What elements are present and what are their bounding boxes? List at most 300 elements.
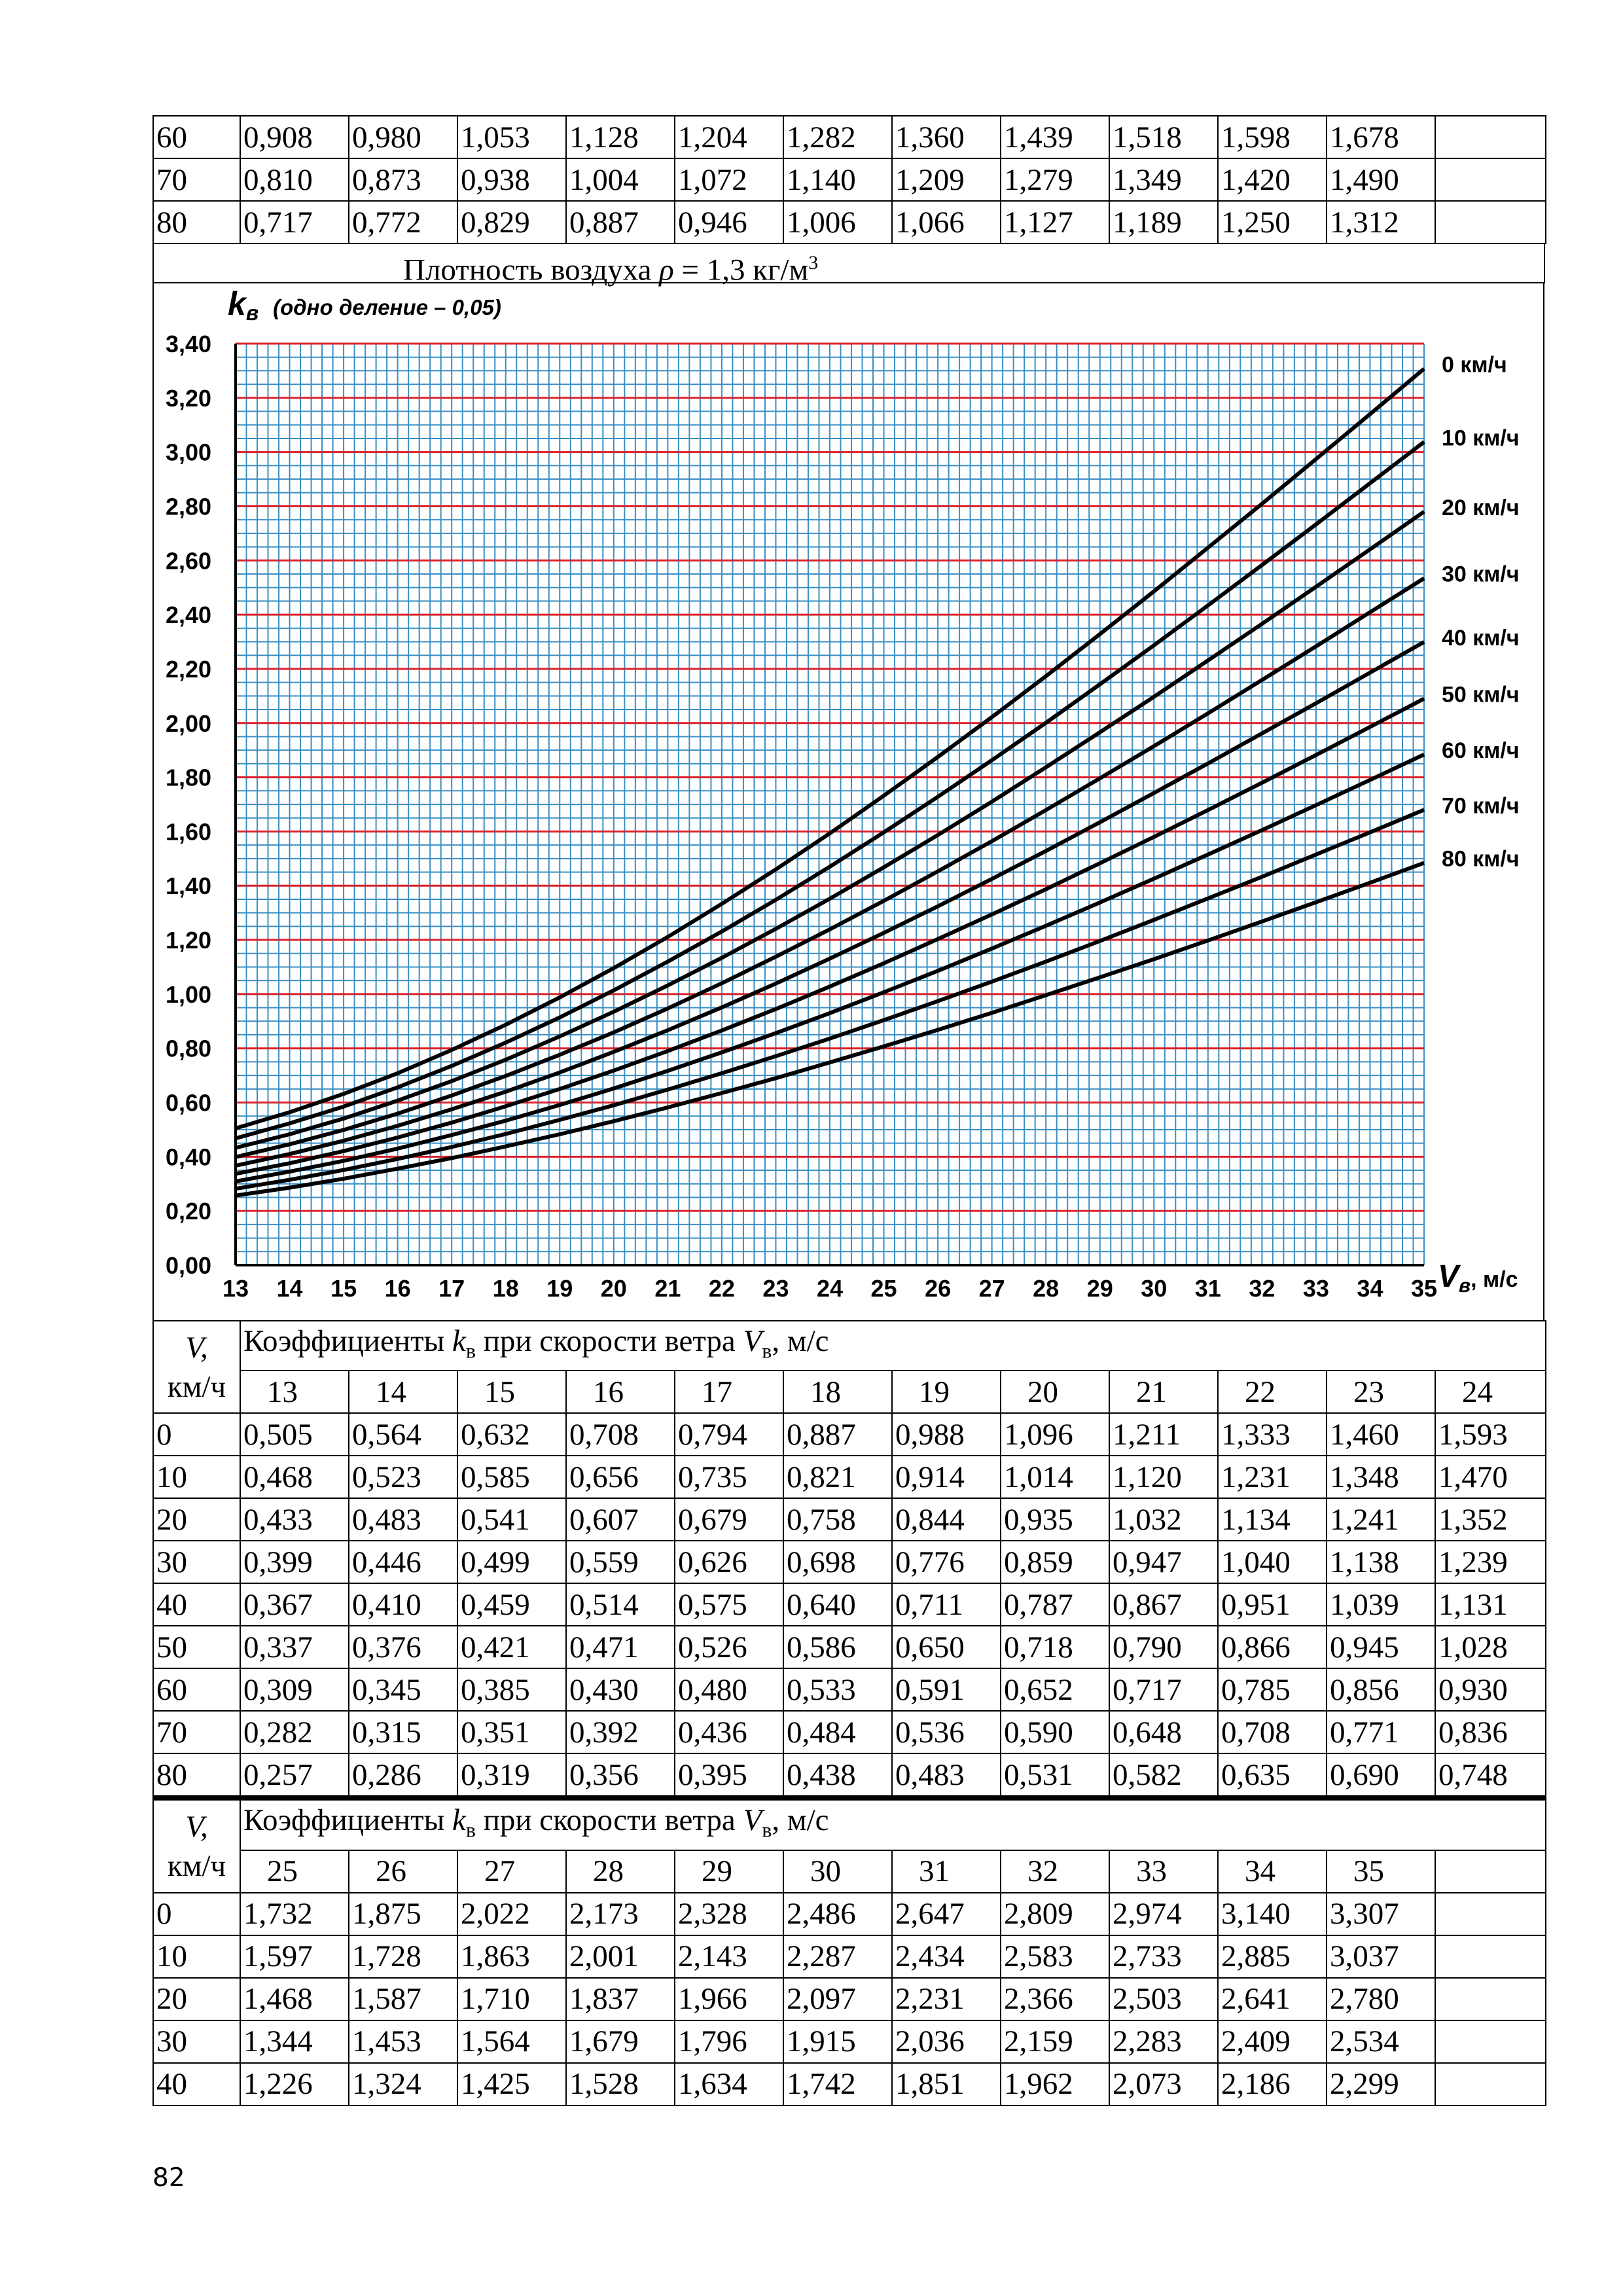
title-k: k [452, 1324, 466, 1358]
coefficients-table-1 [152, 1320, 1546, 1797]
coefficient-cell: 0,582 [1109, 1753, 1218, 1796]
coefficient-cell: 1,211 [1109, 1413, 1218, 1456]
coefficient-cell: 1,564 [457, 2020, 566, 2063]
coefficient-cell: 0,656 [566, 1456, 675, 1498]
coefficient-cell: 3,037 [1327, 1935, 1435, 1978]
x-axis-label-subscript: в [1459, 1275, 1471, 1297]
coefficient-cell: 2,001 [566, 1935, 675, 1978]
y-tick-label: 2,00 [166, 709, 212, 737]
coefficient-cell: 0,914 [892, 1456, 1001, 1498]
coefficient-cell: 1,226 [240, 2063, 349, 2106]
coefficient-cell: 2,036 [892, 2020, 1001, 2063]
coefficient-cell: 0,717 [1109, 1668, 1218, 1711]
coefficient-cell: 0,575 [675, 1583, 783, 1626]
coefficient-cell: 0,607 [566, 1498, 675, 1541]
page-number: 82 [152, 2163, 185, 2193]
coefficients-table-2 [152, 1797, 1546, 2106]
y-tick-label: 0,20 [166, 1198, 212, 1225]
coefficient-cell: 1,028 [1435, 1626, 1546, 1668]
coefficient-cell: 0,790 [1109, 1626, 1218, 1668]
wind-speed-header-cell: 13 [240, 1371, 349, 1413]
table-row [153, 116, 1546, 158]
coefficient-cell: 1,039 [1327, 1583, 1435, 1626]
coefficient-cell: 0,980 [349, 116, 457, 158]
coefficient-cell: 0,698 [783, 1541, 892, 1583]
wind-speed-header-cell: 32 [1001, 1850, 1109, 1893]
coefficient-cell: 1,282 [783, 116, 892, 158]
coefficient-cell: 1,239 [1435, 1541, 1546, 1583]
coefficient-cell: 1,312 [1327, 201, 1435, 243]
wind-speed-header-row [153, 1371, 1546, 1413]
y-tick-label: 3,00 [166, 439, 212, 466]
coefficient-cell: 0,635 [1218, 1753, 1327, 1796]
coefficient-cell: 0,410 [349, 1583, 457, 1626]
coefficient-cell: 0,711 [892, 1583, 1001, 1626]
coefficient-cell: 0,640 [783, 1583, 892, 1626]
coefficient-cell: 2,143 [675, 1935, 783, 1978]
coefficient-cell: 0,505 [240, 1413, 349, 1456]
coefficient-cell: 0,887 [566, 201, 675, 243]
wind-speed-header-cell: 27 [457, 1850, 566, 1893]
coefficient-cell: 2,073 [1109, 2063, 1218, 2106]
coefficient-cell: 1,189 [1109, 201, 1218, 243]
coefficient-cell: 0,988 [892, 1413, 1001, 1456]
coefficient-cell: 0,717 [240, 201, 349, 243]
coefficient-cell: 0,480 [675, 1668, 783, 1711]
x-tick-label: 28 [1033, 1275, 1060, 1302]
coefficient-cell: 0,286 [349, 1753, 457, 1796]
coefficient-cell: 2,287 [783, 1935, 892, 1978]
coefficient-cell: 2,299 [1327, 2063, 1435, 2106]
y-tick-label: 0,80 [166, 1035, 212, 1062]
table-row [153, 1935, 1546, 1978]
wind-speed-header-cell: 24 [1435, 1371, 1546, 1413]
coefficient-cell: 0,282 [240, 1711, 349, 1753]
y-tick-label: 1,00 [166, 980, 212, 1008]
title-mid: при скорости ветра [475, 1324, 743, 1358]
v-unit: км/ч [167, 1369, 226, 1404]
coefficient-cell: 0,399 [240, 1541, 349, 1583]
series-label: 30 км/ч [1442, 562, 1520, 587]
coefficient-cell [1435, 1935, 1546, 1978]
coefficients-title [240, 1799, 1546, 1850]
coefficient-cell: 0,735 [675, 1456, 783, 1498]
coefficient-cell: 0,514 [566, 1583, 675, 1626]
coefficient-cell: 0,395 [675, 1753, 783, 1796]
x-tick-label: 30 [1141, 1275, 1168, 1302]
coefficient-cell: 0,945 [1327, 1626, 1435, 1668]
coefficient-cell: 0,309 [240, 1668, 349, 1711]
speed-cell: 0 [153, 1893, 240, 1935]
title-unit: , м/с [772, 1324, 829, 1358]
coefficient-cell: 2,486 [783, 1893, 892, 1935]
coefficient-cell: 0,385 [457, 1668, 566, 1711]
table-row [153, 201, 1546, 243]
series-label: 0 км/ч [1442, 352, 1507, 378]
wind-speed-header-cell: 14 [349, 1371, 457, 1413]
coefficient-cell: 2,022 [457, 1893, 566, 1935]
wind-speed-header-cell: 19 [892, 1371, 1001, 1413]
table-row [153, 1978, 1546, 2020]
coefficient-cell: 0,315 [349, 1711, 457, 1753]
title-prefix: Коэффициенты [243, 1803, 452, 1838]
y-tick-label: 0,00 [166, 1252, 212, 1279]
coefficient-cell [1435, 2063, 1546, 2106]
coefficient-cell: 1,066 [892, 201, 1001, 243]
coefficient-cell: 1,140 [783, 158, 892, 201]
coefficient-cell: 0,866 [1218, 1626, 1327, 1668]
table-row [153, 1456, 1546, 1498]
wind-speed-header-cell: 31 [892, 1850, 1001, 1893]
coefficient-cell: 1,742 [783, 2063, 892, 2106]
coefficient-cell: 1,453 [349, 2020, 457, 2063]
table-row [153, 2020, 1546, 2063]
table-row [153, 1413, 1546, 1456]
coefficient-cell [1435, 2020, 1546, 2063]
y-tick-label: 2,40 [166, 601, 212, 629]
coefficient-cell: 0,483 [892, 1753, 1001, 1796]
coefficient-cell: 0,531 [1001, 1753, 1109, 1796]
coefficient-cell [1435, 1978, 1546, 2020]
coefficient-cell: 0,887 [783, 1413, 892, 1456]
series-label: 20 км/ч [1442, 495, 1520, 520]
coefficient-cell: 2,641 [1218, 1978, 1327, 2020]
v-symbol: V, [185, 1810, 208, 1844]
coefficient-cell: 0,421 [457, 1626, 566, 1668]
speed-cell: 80 [153, 201, 240, 243]
coefficient-cell: 0,351 [457, 1711, 566, 1753]
coefficient-cell: 0,946 [675, 201, 783, 243]
coefficient-cell: 1,032 [1109, 1498, 1218, 1541]
title-k: k [452, 1803, 466, 1838]
title-v: V [743, 1803, 762, 1838]
coefficient-cell: 0,376 [349, 1626, 457, 1668]
coefficient-cell [1435, 116, 1546, 158]
coefficient-cell: 0,947 [1109, 1541, 1218, 1583]
coefficient-cell: 1,528 [566, 2063, 675, 2106]
coefficient-cell: 1,072 [675, 158, 783, 201]
coefficient-cell: 0,648 [1109, 1711, 1218, 1753]
speed-cell: 60 [153, 1668, 240, 1711]
speed-cell: 40 [153, 2063, 240, 2106]
x-tick-label: 17 [438, 1275, 465, 1302]
coefficient-cell: 0,908 [240, 116, 349, 158]
x-tick-label: 24 [816, 1275, 844, 1302]
coefficient-cell: 1,127 [1001, 201, 1109, 243]
table-row [153, 1541, 1546, 1583]
coefficient-cell: 0,523 [349, 1456, 457, 1498]
series-label: 60 км/ч [1442, 738, 1520, 763]
coefficient-cell: 1,875 [349, 1893, 457, 1935]
coefficient-cell: 0,867 [1109, 1583, 1218, 1626]
coefficient-cell: 3,140 [1218, 1893, 1327, 1935]
title-v: V [743, 1324, 762, 1358]
x-axis-label [1438, 1259, 1518, 1297]
coefficient-cell: 1,209 [892, 158, 1001, 201]
speed-cell: 60 [153, 116, 240, 158]
coefficient-cell: 1,131 [1435, 1583, 1546, 1626]
series-label: 40 км/ч [1442, 625, 1520, 651]
coefficient-cell: 1,040 [1218, 1541, 1327, 1583]
x-tick-label: 34 [1357, 1275, 1383, 1302]
coefficient-cell: 0,829 [457, 201, 566, 243]
coefficient-cell: 2,780 [1327, 1978, 1435, 2020]
coefficient-cell: 2,328 [675, 1893, 783, 1935]
coefficient-cell: 2,173 [566, 1893, 675, 1935]
kv-chart [154, 283, 1543, 1320]
coefficient-cell: 1,490 [1327, 158, 1435, 201]
x-axis-label-unit: , м/с [1471, 1267, 1518, 1292]
coefficient-cell: 1,597 [240, 1935, 349, 1978]
coefficient-cell: 1,460 [1327, 1413, 1435, 1456]
coefficient-cell: 0,367 [240, 1583, 349, 1626]
coefficient-cell: 2,434 [892, 1935, 1001, 1978]
coefficient-cell: 1,134 [1218, 1498, 1327, 1541]
wind-speed-header-row [153, 1850, 1546, 1893]
table-header-row [153, 1321, 1546, 1371]
coefficient-cell: 1,851 [892, 2063, 1001, 2106]
coefficient-cell: 0,718 [1001, 1626, 1109, 1668]
wind-speed-header-cell: 25 [240, 1850, 349, 1893]
wind-speed-header-cell: 30 [783, 1850, 892, 1893]
coefficient-cell: 1,120 [1109, 1456, 1218, 1498]
table-row [153, 1626, 1546, 1668]
wind-speed-header-cell: 28 [566, 1850, 675, 1893]
coefficient-cell: 1,470 [1435, 1456, 1546, 1498]
coefficient-cell: 1,796 [675, 2020, 783, 2063]
x-tick-label: 19 [546, 1275, 573, 1302]
wind-speed-header-cell [1435, 1850, 1546, 1893]
coefficient-cell: 1,360 [892, 116, 1001, 158]
x-tick-label: 20 [600, 1275, 627, 1302]
coefficient-cell: 0,436 [675, 1711, 783, 1753]
x-tick-label: 35 [1410, 1275, 1438, 1302]
caption-superscript: 3 [808, 252, 819, 274]
wind-speed-header-cell: 18 [783, 1371, 892, 1413]
coefficient-cell: 1,728 [349, 1935, 457, 1978]
series-label: 10 км/ч [1442, 425, 1520, 451]
coefficient-cell: 1,348 [1327, 1456, 1435, 1498]
title-prefix: Коэффициенты [243, 1324, 452, 1358]
coefficient-cell [1435, 158, 1546, 201]
coefficient-cell: 0,337 [240, 1626, 349, 1668]
title-mid: при скорости ветра [475, 1803, 743, 1838]
wind-speed-header-cell: 20 [1001, 1371, 1109, 1413]
coefficient-cell: 1,349 [1109, 158, 1218, 201]
coefficient-cell: 1,279 [1001, 158, 1109, 201]
table-row [153, 1711, 1546, 1753]
coefficient-cell: 0,356 [566, 1753, 675, 1796]
series-label: 70 км/ч [1442, 793, 1520, 819]
x-tick-label: 13 [222, 1275, 249, 1302]
v-unit: км/ч [167, 1849, 226, 1884]
coefficient-cell: 0,484 [783, 1711, 892, 1753]
coefficient-cell: 3,307 [1327, 1893, 1435, 1935]
coefficient-cell: 0,483 [349, 1498, 457, 1541]
coefficients-title [240, 1321, 1546, 1371]
coefficient-cell: 0,430 [566, 1668, 675, 1711]
x-axis-label-symbol: V [1438, 1259, 1459, 1294]
coefficient-cell: 0,257 [240, 1753, 349, 1796]
speed-cell: 70 [153, 158, 240, 201]
x-tick-label: 22 [708, 1275, 735, 1302]
x-tick-label: 25 [870, 1275, 897, 1302]
wind-speed-header-cell: 34 [1218, 1850, 1327, 1893]
title-unit: , м/с [772, 1803, 829, 1838]
caption-value: = 1,3 кг/м [673, 253, 809, 287]
coefficient-cell: 1,006 [783, 201, 892, 243]
y-tick-label: 2,80 [166, 493, 212, 520]
coefficient-cell: 0,951 [1218, 1583, 1327, 1626]
speed-cell: 30 [153, 1541, 240, 1583]
coefficient-cell: 0,652 [1001, 1668, 1109, 1711]
coefficient-cell: 0,810 [240, 158, 349, 201]
y-tick-label: 1,40 [166, 872, 212, 900]
coefficient-cell: 2,283 [1109, 2020, 1218, 2063]
x-tick-label: 31 [1194, 1275, 1221, 1302]
coefficient-cell: 1,420 [1218, 158, 1327, 201]
speed-cell: 20 [153, 1978, 240, 2020]
coefficient-cell: 0,650 [892, 1626, 1001, 1668]
title-k-sub: в [465, 1818, 476, 1842]
wind-speed-header-cell: 17 [675, 1371, 783, 1413]
wind-speed-header-cell: 22 [1218, 1371, 1327, 1413]
coefficient-cell: 0,590 [1001, 1711, 1109, 1753]
coefficient-cell: 1,204 [675, 116, 783, 158]
coefficient-cell: 2,097 [783, 1978, 892, 2020]
table-row [153, 1753, 1546, 1796]
coefficient-cell: 2,231 [892, 1978, 1001, 2020]
speed-cell: 50 [153, 1626, 240, 1668]
coefficient-cell: 0,468 [240, 1456, 349, 1498]
wind-speed-header-cell: 23 [1327, 1371, 1435, 1413]
vehicle-speed-header [153, 1799, 240, 1892]
coefficient-cell: 0,821 [783, 1456, 892, 1498]
x-tick-label: 26 [925, 1275, 952, 1302]
y-tick-label: 1,80 [166, 764, 212, 791]
coefficient-cell: 0,471 [566, 1626, 675, 1668]
x-tick-label: 14 [276, 1275, 303, 1302]
series-label: 50 км/ч [1442, 682, 1520, 708]
speed-cell: 40 [153, 1583, 240, 1626]
top-table [152, 115, 1546, 244]
coefficient-cell: 0,559 [566, 1541, 675, 1583]
y-axis-label-symbol: k [228, 285, 246, 322]
coefficient-cell: 0,938 [457, 158, 566, 201]
coefficient-cell: 1,439 [1001, 116, 1109, 158]
coefficient-cell: 0,859 [1001, 1541, 1109, 1583]
coefficient-cell: 1,333 [1218, 1413, 1327, 1456]
coefficient-cell: 2,974 [1109, 1893, 1218, 1935]
y-tick-label: 1,20 [166, 927, 212, 954]
table-row [153, 1668, 1546, 1711]
coefficient-cell: 0,564 [349, 1413, 457, 1456]
x-tick-label: 33 [1302, 1275, 1329, 1302]
coefficient-cell: 1,138 [1327, 1541, 1435, 1583]
x-tick-label: 15 [330, 1275, 357, 1302]
coefficient-cell: 0,345 [349, 1668, 457, 1711]
wind-speed-header-cell: 33 [1109, 1850, 1218, 1893]
content-frame [152, 115, 1545, 2124]
coefficient-cell: 1,014 [1001, 1456, 1109, 1498]
coefficient-cell: 0,526 [675, 1626, 783, 1668]
coefficient-cell: 1,250 [1218, 201, 1327, 243]
speed-cell: 20 [153, 1498, 240, 1541]
coefficient-cell: 0,873 [349, 158, 457, 201]
table-row [153, 1893, 1546, 1935]
x-tick-label: 29 [1086, 1275, 1113, 1302]
coefficient-cell: 0,433 [240, 1498, 349, 1541]
coefficient-cell: 2,647 [892, 1893, 1001, 1935]
wind-speed-header-cell: 35 [1327, 1850, 1435, 1893]
coefficient-cell: 0,632 [457, 1413, 566, 1456]
y-tick-label: 2,60 [166, 547, 212, 575]
coefficient-cell: 0,541 [457, 1498, 566, 1541]
vehicle-speed-header [153, 1321, 240, 1413]
coefficient-cell: 2,733 [1109, 1935, 1218, 1978]
coefficient-cell: 1,598 [1218, 116, 1327, 158]
x-tick-label: 23 [762, 1275, 789, 1302]
coefficient-cell: 0,836 [1435, 1711, 1546, 1753]
coefficient-cell [1435, 201, 1546, 243]
coefficient-cell: 0,748 [1435, 1753, 1546, 1796]
coefficient-cell: 2,534 [1327, 2020, 1435, 2063]
y-tick-label: 0,40 [166, 1143, 212, 1171]
table-row [153, 1498, 1546, 1541]
coefficient-cell: 0,438 [783, 1753, 892, 1796]
speed-cell: 10 [153, 1935, 240, 1978]
x-tick-label: 21 [654, 1275, 681, 1302]
coefficient-cell: 2,409 [1218, 2020, 1327, 2063]
coefficient-cell: 2,809 [1001, 1893, 1109, 1935]
coefficient-cell: 0,536 [892, 1711, 1001, 1753]
coefficient-cell: 1,425 [457, 2063, 566, 2106]
coefficient-cell: 0,708 [566, 1413, 675, 1456]
coefficient-cell: 1,241 [1327, 1498, 1435, 1541]
speed-cell: 80 [153, 1753, 240, 1796]
y-axis-label-note: (одно деление – 0,05) [273, 295, 501, 319]
coefficient-cell: 2,503 [1109, 1978, 1218, 2020]
title-v-sub: в [762, 1818, 772, 1842]
speed-cell: 0 [153, 1413, 240, 1456]
coefficient-cell: 1,837 [566, 1978, 675, 2020]
coefficient-cell: 1,352 [1435, 1498, 1546, 1541]
coefficient-cell: 0,446 [349, 1541, 457, 1583]
wind-speed-header-cell: 15 [457, 1371, 566, 1413]
chart-panel [152, 283, 1544, 1320]
coefficient-cell: 1,678 [1327, 116, 1435, 158]
caption-rho: ρ [659, 253, 674, 287]
coefficient-cell: 1,053 [457, 116, 566, 158]
series-label: 80 км/ч [1442, 846, 1520, 872]
coefficient-cell: 0,776 [892, 1541, 1001, 1583]
coefficient-cell: 0,319 [457, 1753, 566, 1796]
coefficient-cell: 0,844 [892, 1498, 1001, 1541]
coefficient-cell: 1,004 [566, 158, 675, 201]
coefficient-cell: 1,324 [349, 2063, 457, 2106]
coefficient-cell: 1,710 [457, 1978, 566, 2020]
speed-cell: 70 [153, 1711, 240, 1753]
x-tick-label: 18 [492, 1275, 519, 1302]
coefficient-cell: 0,392 [566, 1711, 675, 1753]
table-row [153, 2063, 1546, 2106]
coefficient-cell: 0,758 [783, 1498, 892, 1541]
wind-speed-header-cell: 26 [349, 1850, 457, 1893]
coefficient-cell: 0,787 [1001, 1583, 1109, 1626]
coefficient-cell: 0,626 [675, 1541, 783, 1583]
table-row [153, 158, 1546, 201]
coefficient-cell: 0,459 [457, 1583, 566, 1626]
